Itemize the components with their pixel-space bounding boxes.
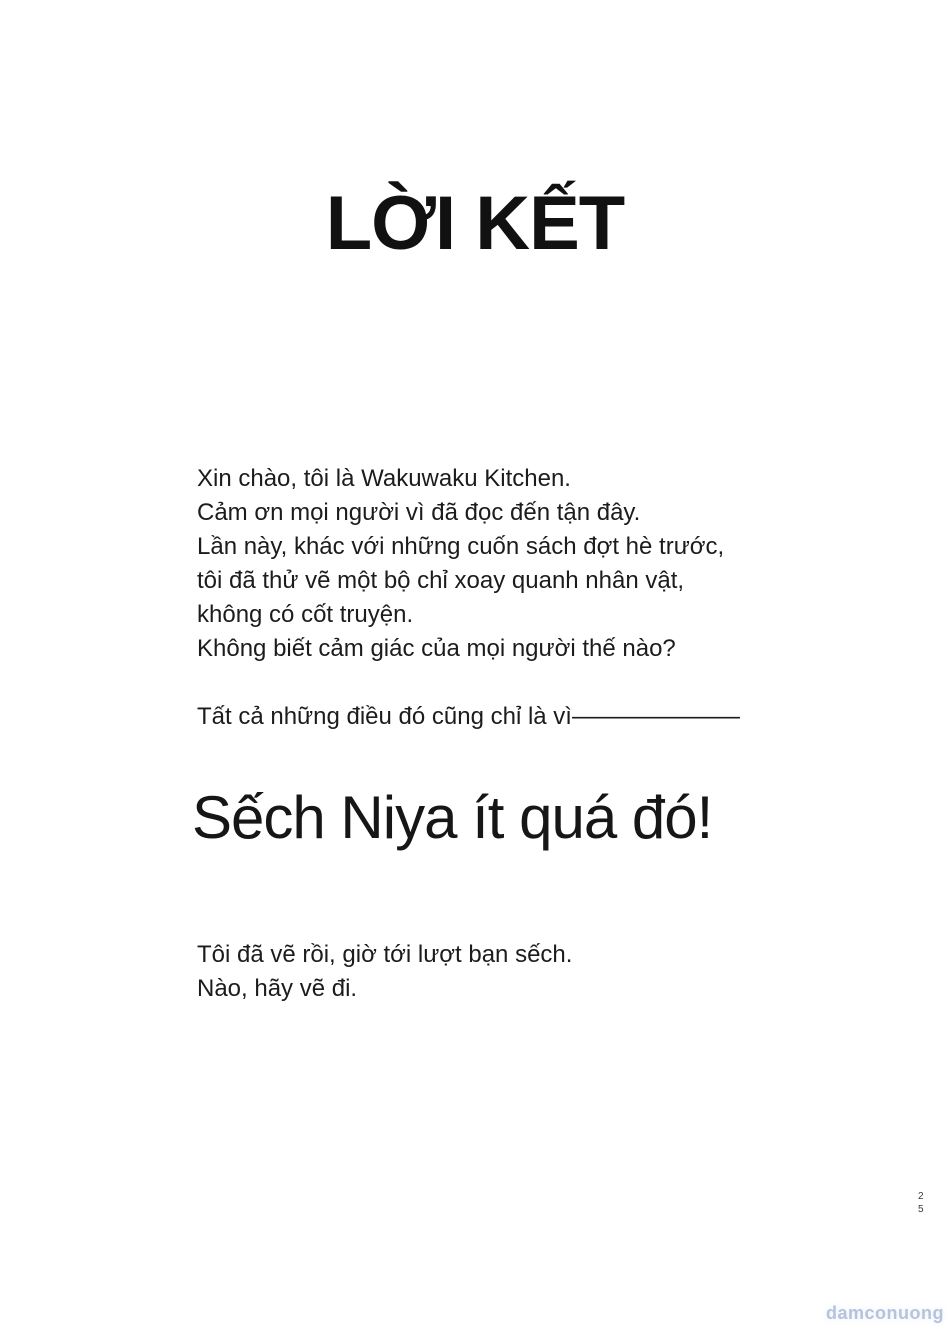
page-number	[918, 1190, 924, 1216]
page-title: LỜI KẾT	[325, 181, 625, 266]
paragraph-line: Nào, hãy vẽ đi.	[197, 975, 358, 1002]
paragraph-line: Cảm ơn mọi người vì đã đọc đến tận đây.	[197, 499, 641, 526]
paragraph-line: tôi đã thử vẽ một bộ chỉ xoay quanh nhân vật,	[197, 567, 685, 594]
lead-in-line: Tất cả những điều đó cũng chỉ là vì———————	[197, 703, 740, 730]
scanlation-watermark: damconuong	[826, 1303, 944, 1323]
closing-paragraph	[197, 938, 572, 1006]
paragraph-line: Xin chào, tôi là Wakuwaku Kitchen.	[197, 465, 571, 492]
intro-paragraph	[197, 462, 724, 666]
paragraph-line: Tôi đã vẽ rồi, giờ tới lượt bạn sếch.	[197, 941, 573, 968]
page-number-digit: 2	[918, 1191, 924, 1202]
paragraph-line: không có cốt truyện.	[197, 601, 414, 628]
paragraph-line: Lần này, khác với những cuốn sách đợt hè trước,	[197, 533, 725, 560]
paragraph-line: Không biết cảm giác của mọi người thế nào?	[197, 635, 676, 662]
page-number-digit: 5	[918, 1204, 924, 1215]
headline-statement: Sếch Niya ít quá đó!	[192, 784, 713, 851]
